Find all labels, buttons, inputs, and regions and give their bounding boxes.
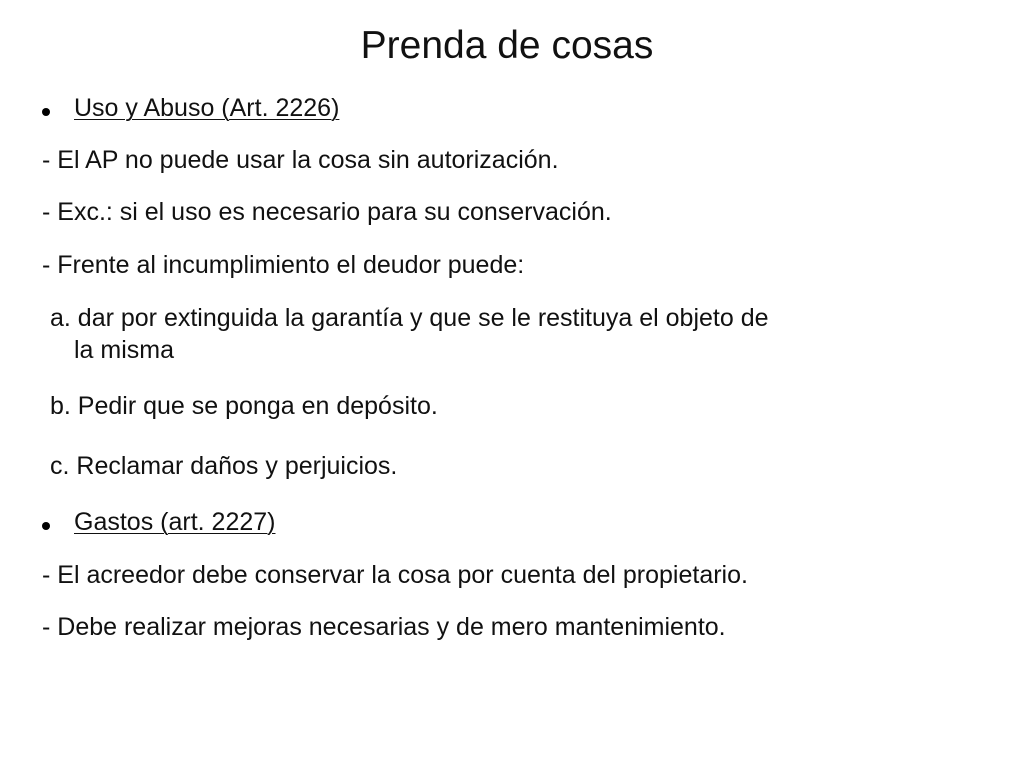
section-heading-uso-abuso: Uso y Abuso (Art. 2226): [74, 94, 340, 122]
option-a-continued: la misma: [74, 336, 175, 364]
body-line: - Frente al incumplimiento el deudor puede:: [42, 251, 525, 279]
body-line: - Debe realizar mejoras necesarias y de mero mantenimiento.: [42, 613, 726, 641]
section-heading-gastos: Gastos (art. 2227): [74, 508, 276, 536]
body-line: - El acreedor debe conservar la cosa por cuenta del propietario.: [42, 561, 748, 589]
slide-title: Prenda de cosas: [360, 24, 654, 67]
bullet-dot-icon: [42, 522, 50, 530]
bullet-dot-icon: [42, 108, 50, 116]
body-line: - Exc.: si el uso es necesario para su conservación.: [42, 198, 612, 226]
option-a: a. dar por extinguida la garantía y que se le restituya el objeto de: [50, 304, 769, 332]
body-line: - El AP no puede usar la cosa sin autorización.: [42, 146, 559, 174]
option-b: b. Pedir que se ponga en depósito.: [50, 392, 438, 420]
option-c: c. Reclamar daños y perjuicios.: [50, 452, 398, 480]
